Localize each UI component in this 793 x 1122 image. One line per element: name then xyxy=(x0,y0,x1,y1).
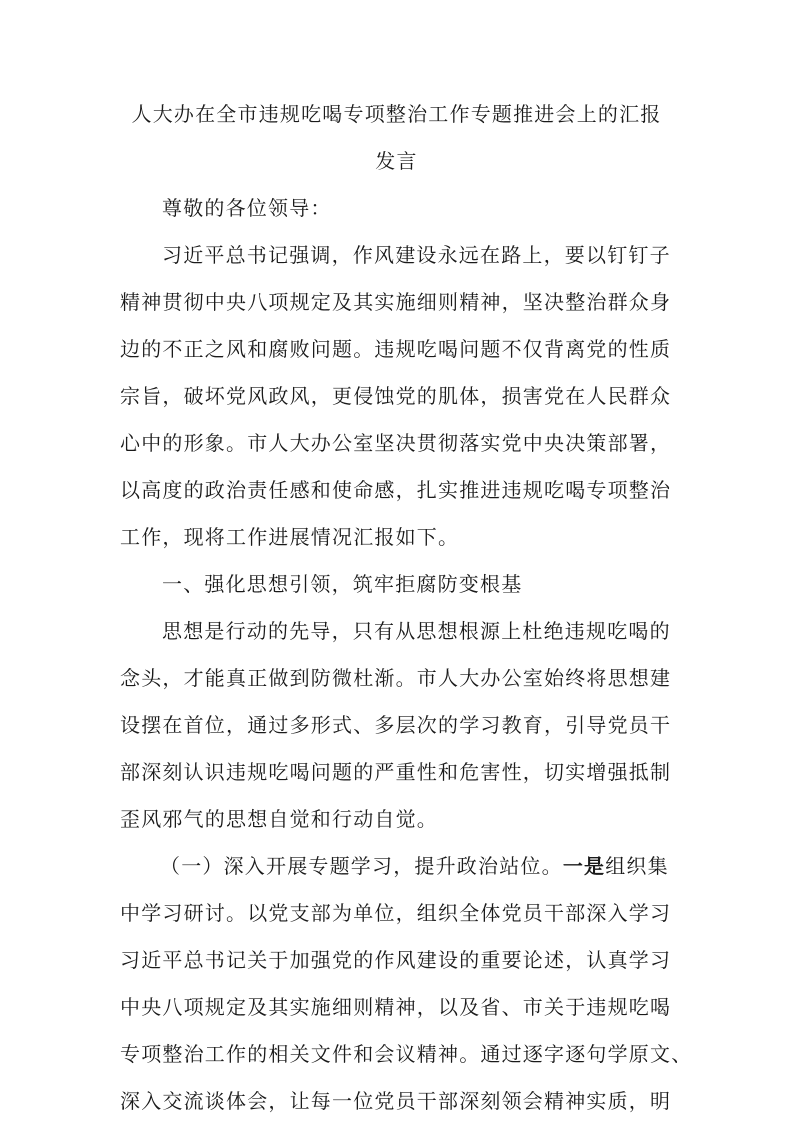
paragraph-line: 设摆在首位，通过多形式、多层次的学习教育，引导党员干 xyxy=(120,713,672,737)
paragraph-line: 中央八项规定及其实施细则精神，以及省、市关于违规吃喝 xyxy=(120,995,672,1019)
paragraph-line: 习近平总书记关于加强党的作风建设的重要论述，认真学习 xyxy=(120,948,672,972)
paragraph-line: 精神贯彻中央八项规定及其实施细则精神，坚决整治群众身 xyxy=(120,290,672,314)
paragraph-line: 习近平总书记强调，作风建设永远在路上，要以钉钉子 xyxy=(162,243,671,267)
paragraph-line: 念头，才能真正做到防微杜渐。市人大办公室始终将思想建 xyxy=(120,666,672,690)
paragraph-line: 思想是行动的先导，只有从思想根源上杜绝违规吃喝的 xyxy=(162,619,671,643)
paragraph-line: 心中的形象。市人大办公室坚决贯彻落实党中央决策部署， xyxy=(120,431,672,455)
paragraph-line: 工作，现将工作进展情况汇报如下。 xyxy=(120,525,460,549)
paragraph-line: 边的不正之风和腐败问题。违规吃喝问题不仅背离党的性质 xyxy=(120,337,672,361)
paragraph-line: 中学习研讨。以党支部为单位，组织全体党员干部深入学习 xyxy=(120,901,672,925)
document-title-line-2: 发言 xyxy=(375,149,418,173)
section-heading: 一、强化思想引领，筑牢拒腐防变根基 xyxy=(162,572,523,596)
paragraph-line: 歪风邪气的思想自觉和行动自觉。 xyxy=(120,807,438,831)
salutation: 尊敬的各位领导： xyxy=(162,196,332,220)
paragraph-line: 深入交流谈体会，让每一位党员干部深刻领会精神实质，明 xyxy=(120,1089,672,1113)
subsection-heading-line xyxy=(0,851,793,881)
paragraph-line: 专项整治工作的相关文件和会议精神。通过逐字逐句学原文、 xyxy=(120,1042,693,1066)
lead-bold-text: 一是 xyxy=(562,854,606,878)
paragraph-line: 以高度的政治责任感和使命感，扎实推进违规吃喝专项整治 xyxy=(120,478,672,502)
subsection-heading: （一）深入开展专题学习，提升政治站位。 xyxy=(160,854,563,878)
document-title-line-1: 人大办在全市违规吃喝专项整治工作专题推进会上的汇报 xyxy=(131,102,662,126)
paragraph-line: 宗旨，破坏党风政风，更侵蚀党的肌体，损害党在人民群众 xyxy=(120,384,672,408)
paragraph-line: 部深刻认识违规吃喝问题的严重性和危害性，切实增强抵制 xyxy=(120,760,672,784)
lead-text: 组织集 xyxy=(605,854,669,878)
